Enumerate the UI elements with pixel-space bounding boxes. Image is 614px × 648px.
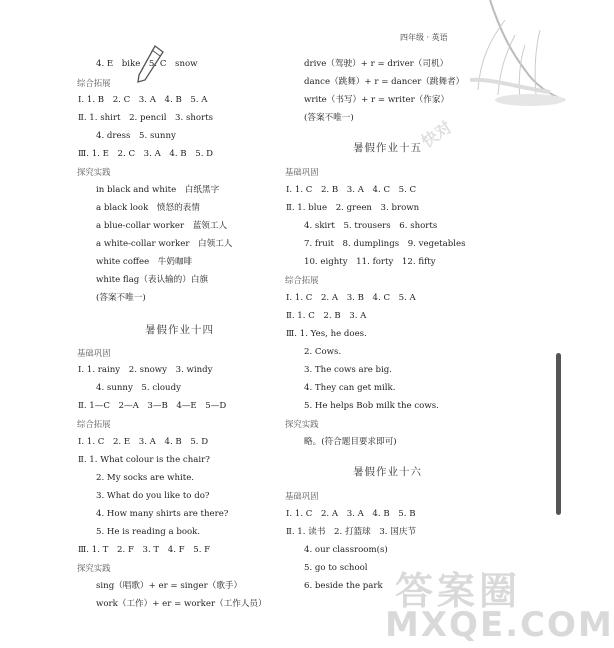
answer-line: 4. How many shirts are there? [96,509,229,519]
answer-line: 3. The cows are big. [304,365,393,375]
answer-line: Ⅱ. 1. 读书 2. 打篮球 3. 国庆节 [286,527,417,537]
answer-line: Ⅲ. 1. Yes, he does. [286,329,367,339]
answer-line: Ⅲ. 1. T 2. F 3. T 4. F 5. F [78,545,211,555]
section-heading: 基础巩固 [77,348,111,358]
answer-line: (答案不唯一) [96,293,146,303]
page-header-label: 四年级 · 英语 [400,33,448,42]
watermark-top: 答案圈 [395,569,522,613]
answer-line: in black and white 白纸黑字 [96,185,220,195]
answer-line: 3. What do you like to do? [96,491,210,501]
answer-line: 5. He is reading a book. [96,527,201,537]
answer-line: 略。(符合题目要求即可) [304,437,397,447]
answer-line: Ⅱ. 1—C 2—A 3—B 4—E 5—D [78,401,227,411]
answer-line: 4. our classroom(s) [304,545,388,555]
answer-line: Ⅱ. 1. blue 2. green 3. brown [286,203,420,213]
willow-painting-decoration [430,0,565,110]
watermark-bottom: MXQE.COM [385,605,614,645]
section-heading: 综合拓展 [285,275,319,285]
section-heading: 综合拓展 [77,78,111,88]
answer-line: white coffee 牛奶咖啡 [96,257,193,267]
answer-line: write（书写）+ r = writer（作家） [304,95,450,105]
answer-line: Ⅰ. 1. C 2. A 3. A 4. B 5. B [286,509,416,519]
answer-line: 4. sunny 5. cloudy [96,383,181,393]
answer-line: 4. dress 5. sunny [96,131,176,141]
answer-line: white flag（表认输的）白旗 [96,275,209,285]
section-heading: 探究实践 [285,419,319,429]
answer-line: a black look 愤怒的表情 [96,203,200,213]
answer-line: Ⅰ. 1. C 2. A 3. B 4. C 5. A [286,293,416,303]
answer-line: 6. beside the park [304,581,383,591]
section-heading: 基础巩固 [285,167,319,177]
answer-line: 4. E bike 5. C snow [96,59,198,69]
answer-line: drive（驾驶）+ r = driver（司机） [304,59,449,69]
answer-line: work（工作）+ er = worker（工作人员） [96,599,267,609]
answer-line: Ⅲ. 1. E 2. C 3. A 4. B 5. D [78,149,214,159]
section-heading: 基础巩固 [285,491,319,501]
answer-line: Ⅱ. 1. C 2. B 3. A [286,311,367,321]
answer-line: 2. Cows. [304,347,342,357]
answer-line: 4. skirt 5. trousers 6. shorts [304,221,438,231]
answer-line: a white-collar worker 白领工人 [96,239,233,249]
section-heading: 探究实践 [77,563,111,573]
scrollbar[interactable] [556,353,561,515]
answer-line: Ⅰ. 1. rainy 2. snowy 3. windy [78,365,213,375]
answer-line: Ⅱ. 1. What colour is the chair? [78,455,210,465]
homework-title: 暑假作业十四 [145,324,214,336]
homework-title: 暑假作业十六 [353,466,422,478]
section-heading: 探究实践 [77,167,111,177]
answer-line: Ⅰ. 1. C 2. E 3. A 4. B 5. D [78,437,209,447]
answer-line: 5. go to school [304,563,368,573]
answer-line: dance（跳舞）+ r = dancer（跳舞者） [304,77,465,87]
watermark-small: 快对 [418,117,456,152]
answer-line: (答案不唯一) [304,113,354,123]
answer-line: 10. eighty 11. forty 12. fifty [304,257,436,267]
answer-line: 2. My socks are white. [96,473,195,483]
answer-line: 4. They can get milk. [304,383,396,393]
answer-line: Ⅰ. 1. B 2. C 3. A 4. B 5. A [78,95,208,105]
answer-line: 5. He helps Bob milk the cows. [304,401,439,411]
section-heading: 综合拓展 [77,419,111,429]
answer-line: a blue-collar worker 蓝领工人 [96,221,228,231]
answer-line: 7. fruit 8. dumplings 9. vegetables [304,239,466,249]
answer-line: sing（唱歌）+ er = singer（歌手） [96,581,243,591]
answer-line: Ⅱ. 1. shirt 2. pencil 3. shorts [78,113,214,123]
answer-line: Ⅰ. 1. C 2. B 3. A 4. C 5. C [286,185,417,195]
homework-title: 暑假作业十五 [353,142,422,154]
